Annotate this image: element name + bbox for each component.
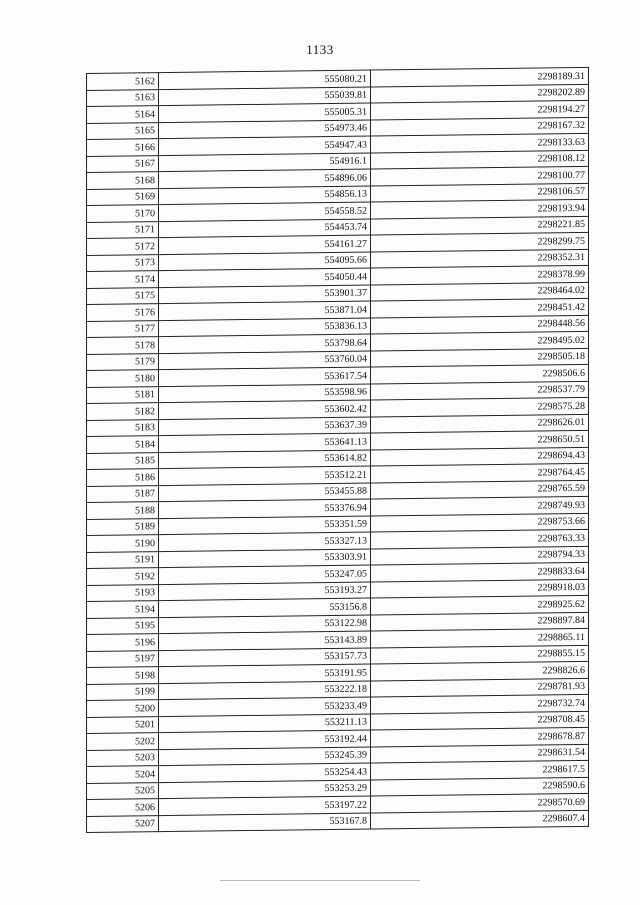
y-coordinate-cell: 2298925.62 (371, 595, 589, 614)
x-coordinate-cell: 553637.39 (159, 417, 371, 436)
y-coordinate-cell: 2298765.59 (371, 480, 589, 499)
x-coordinate-cell: 553191.95 (159, 664, 371, 683)
x-coordinate-cell: 553327.13 (159, 532, 371, 551)
y-coordinate-cell: 2298189.31 (371, 67, 589, 86)
point-id-cell: 5197 (87, 650, 159, 667)
point-id-cell: 5204 (87, 766, 159, 783)
point-id-cell: 5168 (87, 172, 159, 189)
point-id-cell: 5200 (87, 700, 159, 717)
point-id-cell: 5202 (87, 733, 159, 750)
x-coordinate-cell: 553376.94 (159, 499, 371, 518)
y-coordinate-cell: 2298167.32 (371, 117, 589, 136)
point-id-cell: 5170 (87, 205, 159, 222)
y-coordinate-cell: 2298590.6 (371, 777, 589, 796)
y-coordinate-cell: 2298833.64 (371, 562, 589, 581)
x-coordinate-cell: 553303.91 (159, 549, 371, 568)
x-coordinate-cell: 555005.31 (159, 103, 371, 122)
y-coordinate-cell: 2298464.02 (371, 282, 589, 301)
y-coordinate-cell: 2298299.75 (371, 232, 589, 251)
y-coordinate-cell: 2298202.89 (371, 84, 589, 103)
y-coordinate-cell: 2298865.11 (371, 628, 589, 647)
point-id-cell: 5190 (87, 535, 159, 552)
point-id-cell: 5187 (87, 485, 159, 502)
y-coordinate-cell: 2298694.43 (371, 447, 589, 466)
scan-edge-line (220, 880, 420, 881)
point-id-cell: 5203 (87, 749, 159, 766)
x-coordinate-cell: 553211.13 (159, 714, 371, 733)
y-coordinate-cell: 2298194.27 (371, 100, 589, 119)
y-coordinate-cell: 2298193.94 (371, 199, 589, 218)
point-id-cell: 5191 (87, 551, 159, 568)
x-coordinate-cell: 553602.42 (159, 400, 371, 419)
x-coordinate-cell: 554896.06 (159, 169, 371, 188)
point-id-cell: 5189 (87, 518, 159, 535)
point-id-cell: 5162 (87, 73, 159, 90)
point-id-cell: 5177 (87, 320, 159, 337)
y-coordinate-cell: 2298221.85 (371, 216, 589, 235)
point-id-cell: 5195 (87, 617, 159, 634)
x-coordinate-cell: 553351.59 (159, 516, 371, 535)
point-id-cell: 5184 (87, 436, 159, 453)
x-coordinate-cell: 554161.27 (159, 235, 371, 254)
x-coordinate-cell: 553455.88 (159, 483, 371, 502)
y-coordinate-cell: 2298378.99 (371, 265, 589, 284)
x-coordinate-cell: 553512.21 (159, 466, 371, 485)
y-coordinate-cell: 2298617.5 (371, 760, 589, 779)
point-id-cell: 5172 (87, 238, 159, 255)
y-coordinate-cell: 2298897.84 (371, 612, 589, 631)
x-coordinate-cell: 553193.27 (159, 582, 371, 601)
point-id-cell: 5185 (87, 452, 159, 469)
x-coordinate-cell: 554973.46 (159, 120, 371, 139)
point-id-cell: 5163 (87, 89, 159, 106)
x-coordinate-cell: 553222.18 (159, 681, 371, 700)
x-coordinate-cell: 553253.29 (159, 780, 371, 799)
x-coordinate-cell: 553614.82 (159, 450, 371, 469)
y-coordinate-cell: 2298448.56 (371, 315, 589, 334)
point-id-cell: 5182 (87, 403, 159, 420)
coordinates-table-wrapper (86, 67, 588, 833)
y-coordinate-cell: 2298763.33 (371, 529, 589, 548)
point-id-cell: 5194 (87, 601, 159, 618)
x-coordinate-cell: 553254.43 (159, 763, 371, 782)
point-id-cell: 5173 (87, 254, 159, 271)
x-coordinate-cell: 553143.89 (159, 631, 371, 650)
x-coordinate-cell: 553760.04 (159, 351, 371, 370)
point-id-cell: 5165 (87, 122, 159, 139)
y-coordinate-cell: 2298495.02 (371, 331, 589, 350)
x-coordinate-cell: 554947.43 (159, 136, 371, 155)
x-coordinate-cell: 554558.52 (159, 202, 371, 221)
x-coordinate-cell: 553871.04 (159, 301, 371, 320)
y-coordinate-cell: 2298732.74 (371, 694, 589, 713)
x-coordinate-cell: 554856.13 (159, 186, 371, 205)
x-coordinate-cell: 553617.54 (159, 367, 371, 386)
point-id-cell: 5174 (87, 271, 159, 288)
point-id-cell: 5179 (87, 353, 159, 370)
x-coordinate-cell: 554453.74 (159, 219, 371, 238)
y-coordinate-cell: 2298708.45 (371, 711, 589, 730)
point-id-cell: 5180 (87, 370, 159, 387)
y-coordinate-cell: 2298855.15 (371, 645, 589, 664)
x-coordinate-cell: 554050.44 (159, 268, 371, 287)
y-coordinate-cell: 2298570.69 (371, 793, 589, 812)
y-coordinate-cell: 2298918.03 (371, 579, 589, 598)
x-coordinate-cell: 553122.98 (159, 615, 371, 634)
y-coordinate-cell: 2298753.66 (371, 513, 589, 532)
point-id-cell: 5171 (87, 221, 159, 238)
x-coordinate-cell: 553798.64 (159, 334, 371, 353)
x-coordinate-cell: 553247.05 (159, 565, 371, 584)
point-id-cell: 5164 (87, 106, 159, 123)
y-coordinate-cell: 2298650.51 (371, 430, 589, 449)
y-coordinate-cell: 2298451.42 (371, 298, 589, 317)
point-id-cell: 5178 (87, 337, 159, 354)
y-coordinate-cell: 2298826.6 (371, 661, 589, 680)
point-id-cell: 5186 (87, 469, 159, 486)
y-coordinate-cell: 2298352.31 (371, 249, 589, 268)
y-coordinate-cell: 2298626.01 (371, 414, 589, 433)
y-coordinate-cell: 2298505.18 (371, 348, 589, 367)
x-coordinate-cell: 553156.8 (159, 598, 371, 617)
point-id-cell: 5181 (87, 386, 159, 403)
x-coordinate-cell: 553192.44 (159, 730, 371, 749)
x-coordinate-cell: 553836.13 (159, 318, 371, 337)
y-coordinate-cell: 2298678.87 (371, 727, 589, 746)
point-id-cell: 5199 (87, 683, 159, 700)
point-id-cell: 5193 (87, 584, 159, 601)
x-coordinate-cell: 553197.22 (159, 796, 371, 815)
x-coordinate-cell: 553233.49 (159, 697, 371, 716)
point-id-cell: 5198 (87, 667, 159, 684)
y-coordinate-cell: 2298133.63 (371, 133, 589, 152)
y-coordinate-cell: 2298575.28 (371, 397, 589, 416)
x-coordinate-cell: 555039.81 (159, 87, 371, 106)
point-id-cell: 5201 (87, 716, 159, 733)
y-coordinate-cell: 2298631.54 (371, 744, 589, 763)
x-coordinate-cell: 553641.13 (159, 433, 371, 452)
x-coordinate-cell: 553167.8 (159, 813, 371, 832)
point-id-cell: 5205 (87, 782, 159, 799)
x-coordinate-cell: 554916.1 (159, 153, 371, 172)
y-coordinate-cell: 2298506.6 (371, 364, 589, 383)
y-coordinate-cell: 2298607.4 (371, 810, 589, 829)
point-id-cell: 5175 (87, 287, 159, 304)
page-number: 1133 (306, 42, 334, 57)
point-id-cell: 5169 (87, 188, 159, 205)
point-id-cell: 5167 (87, 155, 159, 172)
y-coordinate-cell: 2298781.93 (371, 678, 589, 697)
x-coordinate-cell: 555080.21 (159, 70, 371, 89)
y-coordinate-cell: 2298537.79 (371, 381, 589, 400)
x-coordinate-cell: 553901.37 (159, 285, 371, 304)
y-coordinate-cell: 2298106.57 (371, 183, 589, 202)
point-id-cell: 5207 (87, 815, 159, 832)
y-coordinate-cell: 2298794.33 (371, 546, 589, 565)
point-id-cell: 5166 (87, 139, 159, 156)
y-coordinate-cell: 2298764.45 (371, 463, 589, 482)
coordinates-table-body (87, 67, 589, 832)
coordinates-table (86, 67, 589, 833)
point-id-cell: 5188 (87, 502, 159, 519)
y-coordinate-cell: 2298749.93 (371, 496, 589, 515)
x-coordinate-cell: 553598.96 (159, 384, 371, 403)
point-id-cell: 5176 (87, 304, 159, 321)
y-coordinate-cell: 2298108.12 (371, 150, 589, 169)
x-coordinate-cell: 553157.73 (159, 648, 371, 667)
point-id-cell: 5196 (87, 634, 159, 651)
point-id-cell: 5192 (87, 568, 159, 585)
x-coordinate-cell: 554095.66 (159, 252, 371, 271)
point-id-cell: 5206 (87, 799, 159, 816)
x-coordinate-cell: 553245.39 (159, 747, 371, 766)
point-id-cell: 5183 (87, 419, 159, 436)
y-coordinate-cell: 2298100.77 (371, 166, 589, 185)
